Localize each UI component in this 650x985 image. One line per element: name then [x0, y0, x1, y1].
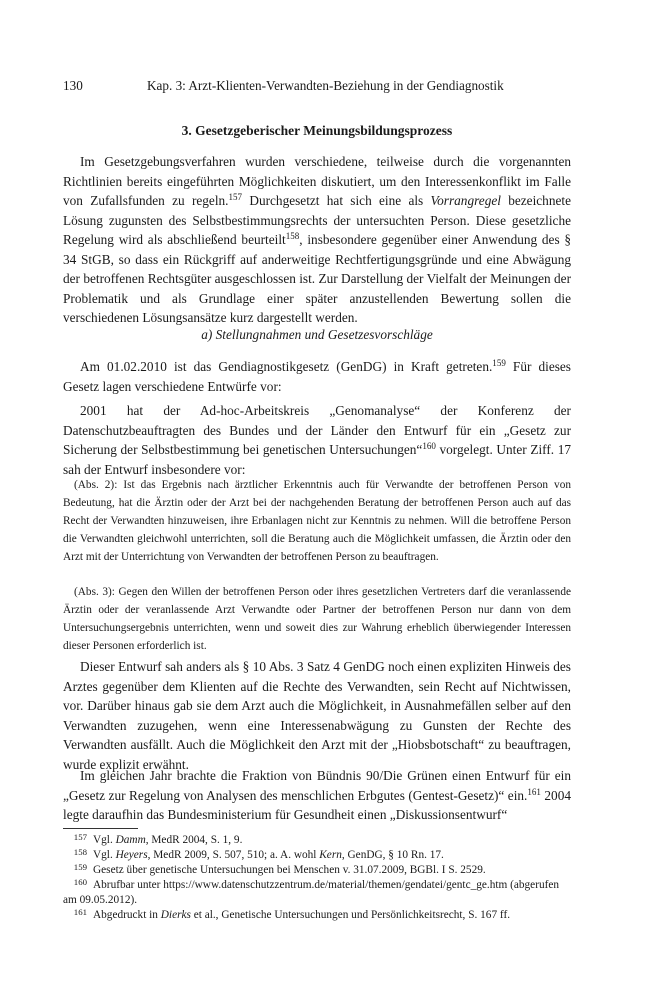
running-title: Kap. 3: Arzt-Klienten-Verwandten-Beziehung in der Gendiagnostik — [147, 78, 504, 93]
paragraph-1: Im Gesetzgebungsverfahren wurden verschiedene, teilweise durch die vorgenannten Richtlinien bereits eingeführten Möglichkeiten diskutiert, um den Interessenkonflikt im Falle von Zufallsfunden zu regeln.$^{157}$ Durchgesetzt hat sich eine als Vorrangregel bezeichnete Lösung zugunsten des Selbstbestimmungsrechts der untersuchten Person. Diese gesetzliche Regelung wird als abschließend beurteilt$^{158}$, insbesondere gegenüber einer Anwendung des § 34 StGB, so dass ein Rückgriff auf anderweitige Rechtfertigungsgründe und eine Abwägung der betroffenen Rechtsgüter ausgeschlossen ist. Zur Darstellung der Vielfalt der Meinungen der Problematik und als Grundlage einer später anzustellenden Bewertung sollen die verschiedenen Lösungsansätze kurz dargestellt werden. — [63, 154, 572, 326]
page-number: 130 — [63, 78, 83, 93]
footnote-160: 160 Abrufbar unter https://www.datenschutzzentrum.de/material/themen/gendatei/gentc_ge.htm (abgerufen am 09.05.2012). — [63, 876, 560, 906]
footnote-157: 157 Vgl. Damm, MedR 2004, S. 1, 9. — [73, 831, 243, 846]
footnote-159: 159 Gesetz über genetische Untersuchungen bei Menschen v. 31.07.2009, BGBl. I S. 2529. — [73, 861, 486, 876]
footnote-ref-159[interactable]: 159 — [492, 358, 506, 369]
paragraph-5: Im gleichen Jahr brachte die Fraktion von Bündnis 90/Die Grünen einen Entwurf für ein „Gesetz zur Regelung von Analysen des menschlichen Erbgutes (Gentest-Gesetz)“ ein.$^{161}$ 2004 legte daraufhin das Bundesministerium für Gesundheit einen „Diskussionsentwurf“ — [63, 768, 572, 823]
footnote-divider — [63, 828, 138, 829]
footnote-ref-157[interactable]: 157 — [228, 192, 243, 203]
subsection-title: a) Stellungnahmen und Gesetzesvorschläge — [201, 327, 433, 342]
footnote-ref-161[interactable]: 161 — [527, 786, 541, 797]
footnote-161: 161 Abgedruckt in Dierks et al., Genetische Untersuchungen und Persönlichkeitsrecht, S. 167 ff. — [73, 906, 511, 921]
paragraph-2: Am 01.02.2010 ist das Gendiagnostikgesetz (GenDG) in Kraft getreten.$^{159}$ Für dieses Gesetz lagen verschiedene Entwürfe vor: — [63, 358, 571, 394]
footnote-158: 158 Vgl. Heyers, MedR 2009, S. 507, 510; a. A. wohl Kern, GenDG, § 10 Rn. 17. — [73, 846, 444, 861]
paragraph-4: Dieser Entwurf sah anders als § 10 Abs. 3 Satz 4 GenDG noch einen expliziten Hinweis des Arztes gegenüber dem Klienten auf die Rechte des Verwandten, sein Recht auf Nichtwissen, vor. Darüber hinaus gab sie dem Arzt auch die Möglichkeit, in Ausnahmefällen selber auf den Verwandten zuzugehen, wenn eine Interessenabwägung zu Gunsten der Rechte des Verwandten ausfällt. Auch die Möglichkeit den Arzt mit der „Hiobsbotschaft“ zu beauftragen, wurde explizit erwähnt. — [63, 659, 571, 772]
paragraph-3: 2001 hat der Ad-hoc-Arbeitskreis „Genomanalyse“ der Konferenz der Datenschutzbeauftragten des Bundes und der Länder den Entwurf für ein „Gesetz zur Sicherung der Selbstbestimmung bei genetischen Untersuchungen“$^{160}$ vorgelegt. Unter Ziff. 17 sah der Entwurf insbesondere vor: — [63, 403, 571, 477]
footnote-ref-158[interactable]: 158 — [285, 231, 300, 242]
quote-abs-3: (Abs. 3): Gegen den Willen der betroffenen Person oder ihres gesetzlichen Vertreters darf die veranlassende Ärztin oder der veranlassende Arzt Verwandte oder Partner der betroffenen Person nur dann von dem Untersuchungsergebnis unterrichten, wenn und soweit dies zur Wahrung erheblich überwiegender Interessen dieser Personen erforderlich ist. — [63, 586, 571, 652]
section-title: 3. Gesetzgeberischer Meinungsbildungsprozess — [181, 123, 453, 138]
footnote-ref-160[interactable]: 160 — [422, 441, 436, 452]
quote-abs-2: (Abs. 2): Ist das Ergebnis nach ärztlicher Erkenntnis auch für Verwandte der betroffenen Person von Bedeutung, hat die Ärztin oder der Arzt bei der nachgehenden Beratung der betroffenen Person auch auf das Recht der Verwandten hinzuweisen, ihre Erbanlagen nicht zur Kenntnis zu nehmen. Will die betroffene Person die Verwandten gleichwohl unterrichten, soll die Beratung auch die Möglichkeit umfassen, die Ärztin oder den Arzt mit der Unterrichtung von Verwandten der betroffenen Person zu beauftragen. — [63, 479, 571, 563]
